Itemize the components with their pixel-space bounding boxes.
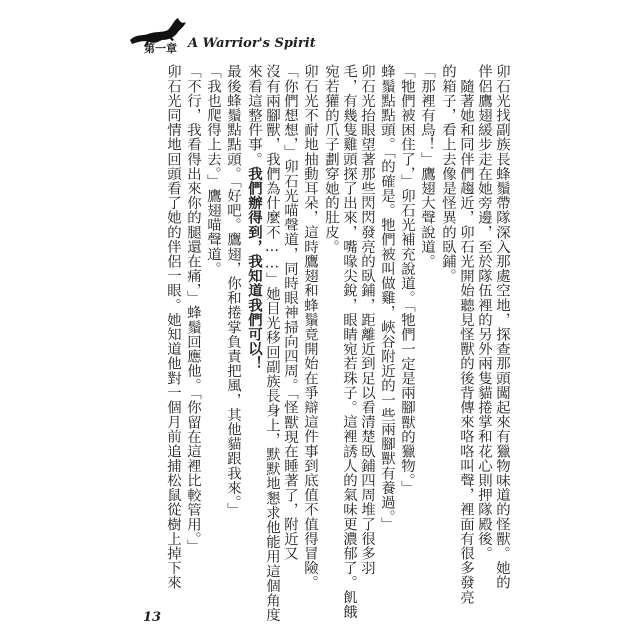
column-text: 來看這整件事。 [246,64,262,167]
page-number: 13 [143,610,162,625]
text-column: 伴侶鷹翅緩步走在她旁邊，至於隊伍裡的另外兩隻貓捲掌和花心則押隊殿後。 [476,64,492,561]
text-column: 卯石光找副族長蜂鬚帶隊深入那處空地，探查那頭闖起來有獵物味道的怪獸。她的 [494,64,510,590]
text-column: 卯石光同情地回頭看了她的伴侶一眼。她知道他對一個月前追捕松鼠從樹上掉下來 [165,64,181,590]
text-column: 最後蜂鬚點點頭。「好吧。鷹翅，你和捲掌負責把風，其他貓跟我來。」 [225,64,241,517]
text-column: 「我也爬得上去。」鷹翅喵聲道。 [205,64,221,276]
chapter-label: 第一章 [144,42,177,55]
text-column: 「牠們被困住了，」卯石光補充說道。「牠們一定是兩腳獸的獵物。」 [399,64,415,495]
text-column: 「你們想想，」卯石光喵聲道，同時眼神掃向四周。「怪獸現在睡著了，附近又 [282,64,298,561]
text-column: 毛，有幾隻雞頭探了出來，嘴喙尖銳，眼睛宛若珠子。這裡誘人的氣味更濃郁了。飢餓 [341,64,357,619]
text-column: 「不行，我看得出來你的腿還在痛，」蜂鬚回應他。「你留在這裡比較管用。」 [185,64,201,554]
text-column [244,64,262,371]
book-title: A Warrior's Spirit [188,36,316,51]
text-column: 卯石光不耐地抽動耳朵，這時鷹翅和蜂鬚竟開始在爭辯這件事到底值不值得冒險。 [302,64,318,590]
text-column: 的箱子，看上去像是怪異的臥鋪。 [440,64,456,283]
text-column: 「那裡有鳥！」鷹翅大聲說道。 [419,64,435,269]
text-column: 宛若獾的爪子劃穿她的肚皮。 [323,64,339,254]
text-column: 卯石光抬眼望著那些閃閃發亮的臥鋪，距離近到足以看清楚臥鋪四周堆了很多羽 [359,64,375,575]
emphasis-text: 我們辦得到，我知道我們可以！ [246,166,263,371]
text-column: 沒有兩腳獸，我們為什麼不……」她目光移回副族長身上，默默地懇求他能用這個角度 [264,64,280,622]
text-column: 蜂鬚點點頭。「的確是。牠們被叫做雞，峽谷附近的一些兩腳獸有養過。」 [379,64,395,532]
text-column: 隨著她和同伴們趨近，卯石光開始聽見怪獸的後背傳來咯咯叫聲，裡面有很多發亮 [458,64,474,605]
